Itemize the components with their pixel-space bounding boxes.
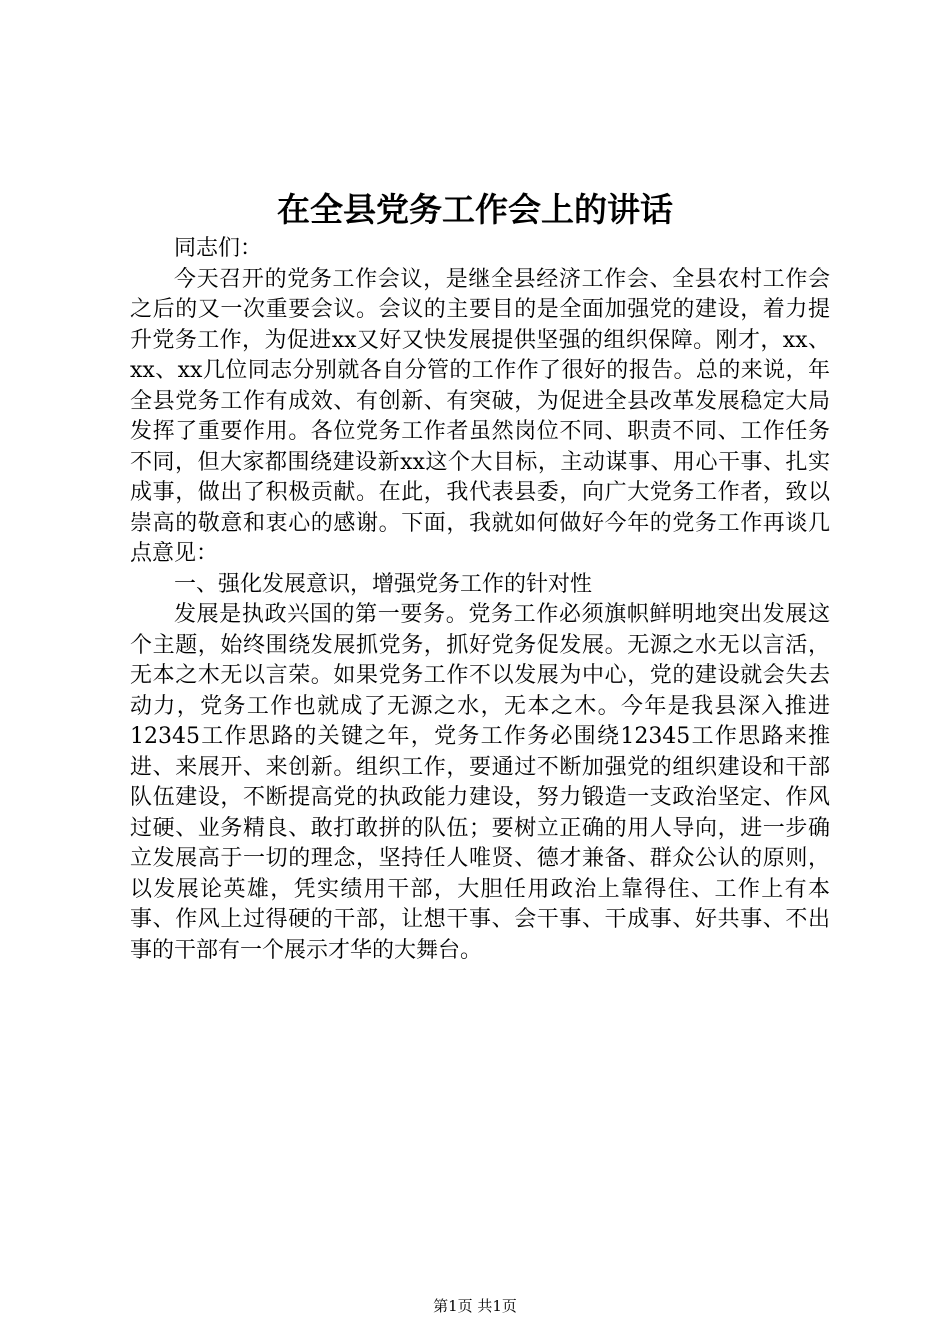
section-heading: 一、强化发展意识，增强党务工作的针对性 — [174, 571, 593, 597]
intro-paragraph: 今天召开的党务工作会议，是继全县经济工作会、全县农村工作会之后的又一次重要会议。会议的主要目的是全面加强党的建设，着力提升党务工作，为促进xx又好又快发展提供坚强的组织保障。刚才，xx、xx、xx几位同志分别就各自分管的工作作了很好的报告。总的来说，年全县党务工作有成效、有创新、有突破，为促进全县改革发展稳定大局发挥了重要作用。各位党务工作者虽然岗位不同、职责不同、工作任务不同，但大家都围绕建设新xx这个大目标，主动谋事、用心干事、扎实成事，做出了积极贡献。在此，我代表县委，向广大党务工作者，致以崇高的敬意和衷心的感谢。下面，我就如何做好今年的党务工作再谈几点意见： — [130, 266, 830, 566]
document-body — [130, 234, 830, 966]
salutation-paragraph: 同志们： — [174, 236, 263, 261]
page-number: 第1页 共1页 — [433, 1297, 517, 1315]
document-title: 在全县党务工作会上的讲话 — [277, 190, 673, 229]
section-paragraph: 发展是执政兴国的第一要务。党务工作必须旗帜鲜明地突出发展这个主题，始终围绕发展抓党务，抓好党务促发展。无源之水无以言活，无本之木无以言荣。如果党务工作不以发展为中心，党的建设就会失去动力，党务工作也就成了无源之水，无本之木。今年是我县深入推进12345工作思路的关键之年，党务工作务必围绕12345工作思路来推进、来展开、来创新。组织工作，要通过不断加强党的组织建设和干部队伍建设，不断提高党的执政能力建设，努力锻造一支政治坚定、作风过硬、业务精良、敢打敢拼的队伍；要树立正确的用人导向，进一步确立发展高于一切的理念，坚持任人唯贤、德才兼备、群众公认的原则，以发展论英雄，凭实绩用干部，大胆任用政治上靠得住、工作上有本事、作风上过得硬的干部，让想干事、会干事、干成事、好共事、不出事的干部有一个展示才华的大舞台。 — [130, 602, 830, 963]
